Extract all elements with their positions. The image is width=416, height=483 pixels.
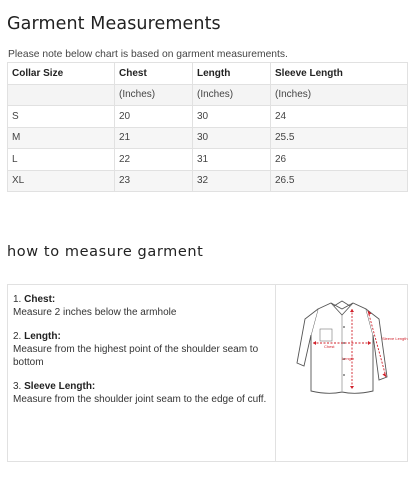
table-cell: 25.5	[271, 127, 408, 149]
step-number: 2.	[13, 331, 22, 342]
step-name: Chest:	[24, 294, 56, 305]
table-cell: 26	[271, 149, 408, 171]
size-chart-table	[7, 62, 408, 192]
table-header-row	[8, 63, 408, 85]
step-number: 1.	[13, 294, 22, 305]
table-cell: 23	[115, 170, 193, 192]
units-cell: (Inches)	[193, 84, 271, 106]
step-chest	[13, 293, 275, 319]
table-row	[8, 127, 408, 149]
table-row	[8, 149, 408, 171]
length-label: Length	[342, 356, 355, 361]
step-name: Length:	[24, 331, 61, 342]
table-cell: L	[8, 149, 115, 171]
header-chest: Chest	[115, 63, 193, 85]
table-cell: M	[8, 127, 115, 149]
table-cell: 24	[271, 106, 408, 128]
table-cell: 30	[193, 106, 271, 128]
shirt-icon	[276, 285, 409, 463]
step-sleeve-length	[13, 380, 275, 406]
header-collar-size: Collar Size	[8, 63, 115, 85]
chart-note: Please note below chart is based on garment measurements.	[8, 49, 288, 60]
step-description: Measure from the shoulder joint seam to the edge of cuff.	[13, 394, 267, 405]
table-cell: 26.5	[271, 170, 408, 192]
units-cell	[8, 84, 115, 106]
step-name: Sleeve Length:	[24, 381, 96, 392]
header-length: Length	[193, 63, 271, 85]
table-cell: 31	[193, 149, 271, 171]
step-description: Measure 2 inches below the armhole	[13, 307, 177, 318]
table-cell: S	[8, 106, 115, 128]
measurement-steps	[8, 285, 276, 461]
table-cell: 22	[115, 149, 193, 171]
step-length	[13, 330, 275, 369]
header-sleeve-length: Sleeve Length	[271, 63, 408, 85]
table-cell: 21	[115, 127, 193, 149]
chest-label: Chest	[324, 344, 335, 349]
sleeve-label: Sleeve Length	[382, 336, 408, 341]
units-cell: (Inches)	[115, 84, 193, 106]
table-row	[8, 106, 408, 128]
table-cell: 30	[193, 127, 271, 149]
step-number: 3.	[13, 381, 22, 392]
step-description: Measure from the highest point of the shoulder seam to bottom	[13, 344, 259, 368]
how-to-measure-title: how to measure garment	[7, 244, 204, 260]
table-cell: 32	[193, 170, 271, 192]
how-to-measure-box	[7, 284, 408, 462]
table-row	[8, 170, 408, 192]
page-title: Garment Measurements	[7, 14, 221, 34]
units-cell: (Inches)	[271, 84, 408, 106]
shirt-diagram	[276, 285, 407, 461]
table-cell: 20	[115, 106, 193, 128]
table-units-row	[8, 84, 408, 106]
table-cell: XL	[8, 170, 115, 192]
